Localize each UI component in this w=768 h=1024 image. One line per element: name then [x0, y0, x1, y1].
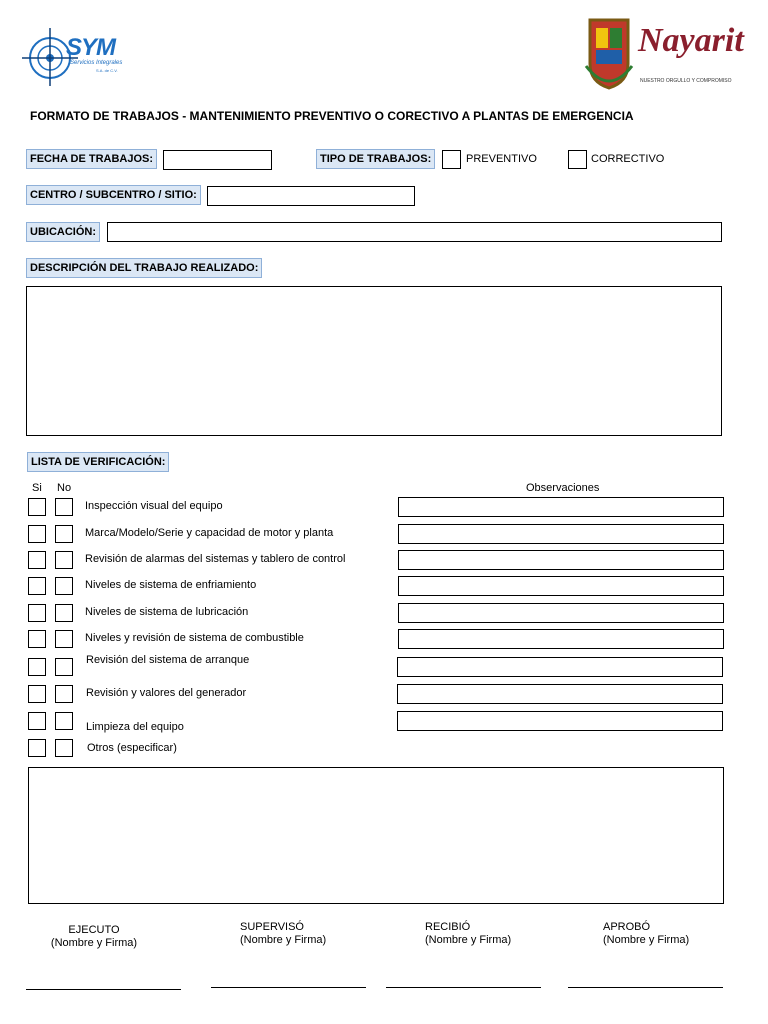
no-checkbox[interactable]	[55, 712, 73, 730]
si-checkbox[interactable]	[28, 712, 46, 730]
sym-logo-subtitle: Servicios Integrales	[70, 60, 123, 66]
checklist-item: Marca/Modelo/Serie y capacidad de motor y planta	[85, 527, 334, 539]
checklist-label: LISTA DE VERIFICACIÓN:	[27, 452, 169, 472]
si-checkbox[interactable]	[28, 658, 46, 676]
observacion-field[interactable]	[398, 497, 724, 517]
sym-logo-suffix: S.A. de C.V.	[96, 68, 118, 73]
ubicacion-field[interactable]	[107, 222, 722, 242]
fecha-label: FECHA DE TRABAJOS:	[26, 149, 157, 169]
si-checkbox[interactable]	[28, 577, 46, 595]
tipo-label: TIPO DE TRABAJOS:	[316, 149, 435, 169]
signature-role: RECIBIÓ	[425, 921, 471, 933]
signature-role: EJECUTO	[68, 924, 120, 936]
no-checkbox[interactable]	[55, 630, 73, 648]
nayarit-logo	[584, 16, 744, 92]
checklist-item: Otros (especificar)	[87, 742, 177, 754]
signature-ejecuto	[40, 924, 148, 950]
nayarit-logo-tagline: NUESTRO ORGULLO Y COMPROMISO	[640, 78, 732, 84]
sym-logo-name: SYM	[66, 34, 116, 61]
correctivo-checkbox[interactable]	[568, 150, 587, 169]
signature-superviso	[240, 921, 348, 947]
sym-logo	[20, 26, 130, 88]
checklist-item: Revisión y valores del generador	[86, 687, 247, 699]
checklist-item: Inspección visual del equipo	[85, 500, 223, 512]
nayarit-shield-icon	[584, 16, 634, 92]
signature-line[interactable]	[211, 987, 366, 988]
signature-role: SUPERVISÓ	[240, 921, 304, 933]
si-checkbox[interactable]	[28, 630, 46, 648]
si-checkbox[interactable]	[28, 525, 46, 543]
observacion-field[interactable]	[398, 576, 724, 596]
observacion-field[interactable]	[397, 657, 723, 677]
si-checkbox[interactable]	[28, 551, 46, 569]
observacion-field[interactable]	[398, 603, 724, 623]
si-checkbox[interactable]	[28, 685, 46, 703]
signature-detail: (Nombre y Firma)	[425, 934, 512, 946]
no-checkbox[interactable]	[55, 525, 73, 543]
centro-label: CENTRO / SUBCENTRO / SITIO:	[26, 185, 201, 205]
otros-textarea[interactable]	[28, 767, 724, 904]
column-si: Si	[32, 482, 42, 494]
signature-line[interactable]	[26, 989, 181, 990]
preventivo-checkbox[interactable]	[442, 150, 461, 169]
signature-detail: (Nombre y Firma)	[50, 937, 138, 949]
form-title: FORMATO DE TRABAJOS - MANTENIMIENTO PREVENTIVO O CORECTIVO A PLANTAS DE EMERGENCIA	[30, 109, 634, 123]
checklist-item: Niveles de sistema de enfriamiento	[85, 579, 257, 591]
checklist-item: Niveles y revisión de sistema de combustible	[85, 632, 304, 644]
signature-aprobo	[603, 921, 711, 947]
correctivo-label: CORRECTIVO	[591, 153, 665, 165]
observacion-field[interactable]	[397, 684, 723, 704]
si-checkbox[interactable]	[28, 739, 46, 757]
column-observaciones: Observaciones	[526, 482, 600, 494]
fecha-field[interactable]	[163, 150, 272, 170]
no-checkbox[interactable]	[55, 658, 73, 676]
descripcion-label: DESCRIPCIÓN DEL TRABAJO REALIZADO:	[26, 258, 262, 278]
signature-detail: (Nombre y Firma)	[603, 934, 690, 946]
no-checkbox[interactable]	[55, 685, 73, 703]
no-checkbox[interactable]	[55, 604, 73, 622]
checklist-item: Limpieza del equipo	[86, 721, 184, 733]
column-no: No	[57, 482, 72, 494]
observacion-field[interactable]	[398, 550, 724, 570]
no-checkbox[interactable]	[55, 577, 73, 595]
checklist-item: Niveles de sistema de lubricación	[85, 606, 249, 618]
centro-field[interactable]	[207, 186, 415, 206]
checklist-item: Revisión del sistema de arranque	[86, 654, 250, 666]
no-checkbox[interactable]	[55, 739, 73, 757]
signature-detail: (Nombre y Firma)	[240, 934, 327, 946]
preventivo-label: PREVENTIVO	[466, 153, 537, 165]
signature-recibio	[425, 921, 533, 947]
observacion-field[interactable]	[397, 711, 723, 731]
signature-role: APROBÓ	[603, 921, 651, 933]
observacion-field[interactable]	[398, 629, 724, 649]
checklist-item: Revisión de alarmas del sistemas y tablero de control	[85, 553, 346, 565]
descripcion-textarea[interactable]	[26, 286, 722, 436]
signature-line[interactable]	[386, 987, 541, 988]
nayarit-logo-name: Nayarit	[638, 22, 744, 59]
si-checkbox[interactable]	[28, 604, 46, 622]
observacion-field[interactable]	[398, 524, 724, 544]
no-checkbox[interactable]	[55, 498, 73, 516]
signature-line[interactable]	[568, 987, 723, 988]
ubicacion-label: UBICACIÓN:	[26, 222, 100, 242]
si-checkbox[interactable]	[28, 498, 46, 516]
no-checkbox[interactable]	[55, 551, 73, 569]
